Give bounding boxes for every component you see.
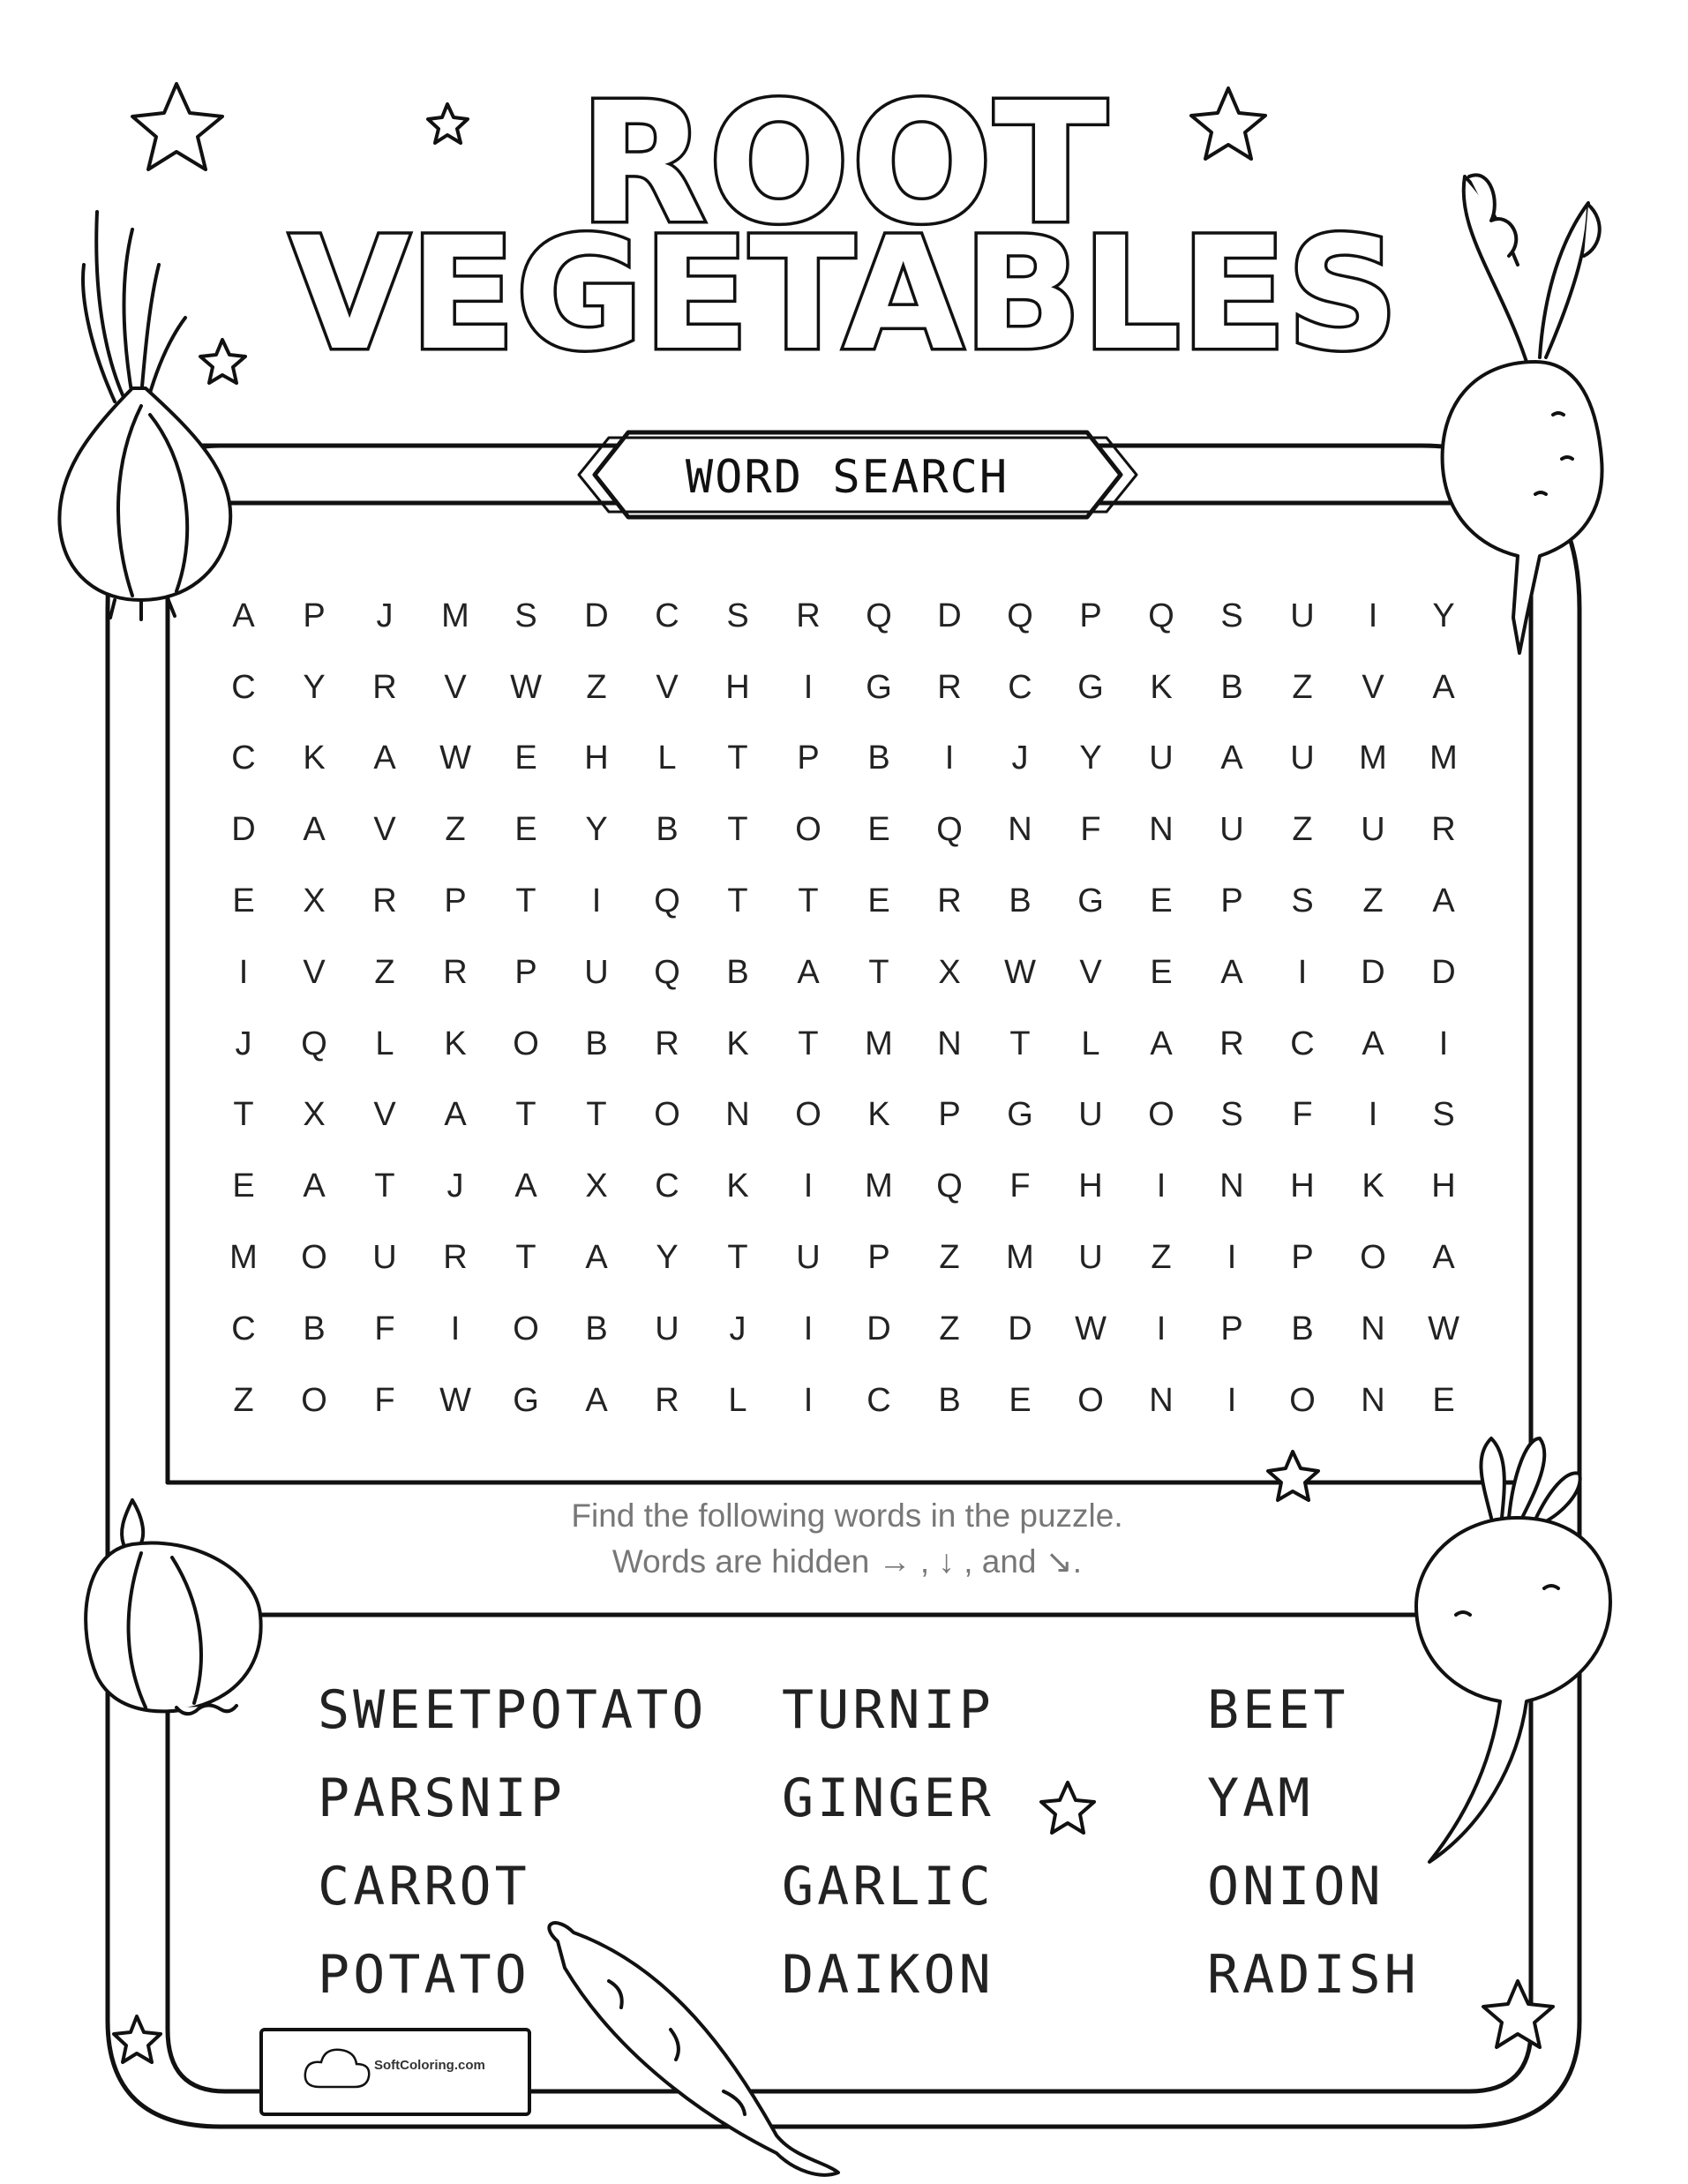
grid-letter: J xyxy=(446,1167,464,1205)
page-title-line-1: ROOT xyxy=(579,67,1109,260)
grid-letter: R xyxy=(443,953,468,991)
word-item: RADISH xyxy=(1207,1944,1420,2006)
grid-letter: A xyxy=(1362,1024,1384,1062)
grid-letter: B xyxy=(1220,668,1243,706)
grid-letter: M xyxy=(865,1024,893,1062)
grid-letter: T xyxy=(1009,1024,1031,1062)
grid-letter: W xyxy=(510,668,542,706)
grid-letter: H xyxy=(1431,1167,1456,1205)
grid-letter: C xyxy=(655,597,679,634)
grid-letter: W xyxy=(1428,1310,1459,1347)
grid-letter: U xyxy=(1290,597,1315,634)
grid-letter: O xyxy=(795,811,821,849)
word-item: GARLIC xyxy=(782,1856,994,1918)
grid-row xyxy=(208,937,1479,1009)
grid-letter: D xyxy=(867,1310,891,1347)
grid-row xyxy=(208,1009,1479,1080)
grid-letter: V xyxy=(444,668,467,706)
grid-letter: I xyxy=(944,739,955,777)
grid-letter: Y xyxy=(1432,597,1455,634)
grid-letter: M xyxy=(441,597,469,634)
grid-letter: Z xyxy=(1362,882,1384,920)
word-item: GINGER xyxy=(782,1767,994,1829)
grid-letter: C xyxy=(231,668,256,706)
grid-letter: P xyxy=(514,953,537,991)
grid-letter: D xyxy=(1008,1310,1032,1347)
grid-letter: P xyxy=(303,597,326,634)
grid-letter: V xyxy=(1079,953,1102,991)
grid-letter: G xyxy=(1077,668,1104,706)
grid-letter: G xyxy=(513,1381,539,1419)
garlic-icon xyxy=(86,1500,260,1714)
grid-letter: C xyxy=(231,739,256,777)
grid-letter: T xyxy=(727,1239,748,1277)
grid-letter: Q xyxy=(866,597,892,634)
grid-letter: R xyxy=(443,1239,468,1277)
grid-letter: M xyxy=(865,1167,893,1205)
grid-letter: H xyxy=(1078,1167,1103,1205)
grid-letter: O xyxy=(513,1310,539,1347)
grid-letter: O xyxy=(1289,1381,1316,1419)
grid-letter: C xyxy=(231,1310,256,1347)
grid-letter: B xyxy=(585,1024,608,1062)
grid-letter: B xyxy=(1009,882,1032,920)
grid-letter: U xyxy=(372,1239,397,1277)
grid-letter: I xyxy=(1156,1310,1167,1347)
grid-letter: T xyxy=(233,1096,254,1134)
grid-letter: Y xyxy=(656,1239,679,1277)
grid-letter: O xyxy=(301,1239,327,1277)
grid-letter: I xyxy=(591,882,602,920)
grid-row xyxy=(208,866,1479,937)
logo-text: SoftColoring.com xyxy=(374,2058,485,2073)
grid-letter: Y xyxy=(303,668,326,706)
softcoloring-logo xyxy=(261,2030,529,2114)
grid-letter: D xyxy=(231,811,256,849)
grid-letter: C xyxy=(1290,1024,1315,1062)
grid-letter: F xyxy=(1292,1096,1313,1134)
grid-letter: P xyxy=(797,739,820,777)
grid-letter: N xyxy=(1149,1381,1174,1419)
grid-row xyxy=(208,724,1479,795)
grid-letter: Z xyxy=(1292,668,1313,706)
grid-letter: K xyxy=(1362,1167,1384,1205)
grid-letter: O xyxy=(513,1024,539,1062)
grid-letter: A xyxy=(303,811,326,849)
grid-letter: B xyxy=(1291,1310,1314,1347)
grid-letter: H xyxy=(725,668,750,706)
grid-letter: R xyxy=(796,597,821,634)
grid-letter: S xyxy=(1220,597,1243,634)
grid-letter: A xyxy=(585,1381,608,1419)
grid-letter: R xyxy=(1219,1024,1244,1062)
grid-letter: I xyxy=(803,1310,814,1347)
grid-letter: A xyxy=(1432,882,1455,920)
grid-letter: I xyxy=(450,1310,461,1347)
grid-letter: J xyxy=(376,597,394,634)
grid-row xyxy=(208,581,1479,652)
grid-letter: R xyxy=(1431,811,1456,849)
grid-letter: A xyxy=(514,1167,537,1205)
grid-letter: U xyxy=(1149,739,1174,777)
grid-letter: Z xyxy=(1151,1239,1172,1277)
grid-letter: H xyxy=(1290,1167,1315,1205)
grid-letter: A xyxy=(373,739,396,777)
grid-letter: Z xyxy=(445,811,466,849)
grid-letter: A xyxy=(232,597,255,634)
grid-letter: J xyxy=(729,1310,746,1347)
letter-grid xyxy=(208,581,1479,1437)
grid-letter: N xyxy=(937,1024,962,1062)
grid-letter: Z xyxy=(374,953,395,991)
word-item: ONION xyxy=(1207,1856,1384,1918)
grid-letter: F xyxy=(1080,811,1101,849)
grid-letter: Q xyxy=(936,811,963,849)
word-item: POTATO xyxy=(318,1944,530,2006)
grid-letter: T xyxy=(515,1239,536,1277)
grid-letter: C xyxy=(867,1381,891,1419)
grid-letter: I xyxy=(1438,1024,1449,1062)
grid-letter: I xyxy=(1156,1167,1167,1205)
grid-letter: O xyxy=(654,1096,680,1134)
grid-letter: P xyxy=(1291,1239,1314,1277)
grid-letter: Y xyxy=(585,811,608,849)
grid-letter: A xyxy=(1220,953,1243,991)
grid-letter: P xyxy=(938,1096,961,1134)
grid-letter: T xyxy=(727,739,748,777)
grid-letter: O xyxy=(301,1381,327,1419)
grid-letter: A xyxy=(444,1096,467,1134)
grid-letter: Z xyxy=(586,668,607,706)
grid-letter: I xyxy=(803,1167,814,1205)
grid-letter: B xyxy=(656,811,679,849)
grid-letter: U xyxy=(655,1310,679,1347)
grid-letter: S xyxy=(1220,1096,1243,1134)
grid-letter: T xyxy=(515,1096,536,1134)
grid-letter: W xyxy=(439,739,471,777)
grid-letter: M xyxy=(1429,739,1458,777)
grid-letter: L xyxy=(1081,1024,1100,1062)
grid-letter: A xyxy=(797,953,820,991)
grid-letter: Z xyxy=(1292,811,1313,849)
grid-letter: Q xyxy=(1148,597,1174,634)
page-title-line-2: VEGETABLES xyxy=(289,204,1399,385)
grid-letter: O xyxy=(1360,1239,1386,1277)
grid-letter: D xyxy=(937,597,962,634)
instructions-line-1: Find the following words in the puzzle. xyxy=(571,1497,1123,1534)
grid-letter: Q xyxy=(654,882,680,920)
grid-letter: I xyxy=(1368,1096,1378,1134)
word-item: BEET xyxy=(1207,1679,1349,1741)
grid-row xyxy=(208,1294,1479,1365)
grid-letter: E xyxy=(232,882,255,920)
grid-letter: B xyxy=(867,739,890,777)
grid-letter: K xyxy=(726,1167,749,1205)
grid-letter: R xyxy=(372,882,397,920)
grid-letter: W xyxy=(1075,1310,1107,1347)
grid-row xyxy=(208,1151,1479,1222)
grid-letter: F xyxy=(1009,1167,1031,1205)
word-search-banner-label: WORD SEARCH xyxy=(685,451,1009,504)
grid-letter: E xyxy=(514,739,537,777)
grid-letter: Z xyxy=(939,1310,960,1347)
grid-letter: E xyxy=(1150,953,1173,991)
word-list-column-2 xyxy=(782,1666,994,2019)
grid-letter: N xyxy=(1361,1310,1385,1347)
grid-letter: N xyxy=(1361,1381,1385,1419)
grid-letter: D xyxy=(1361,953,1385,991)
grid-letter: A xyxy=(1220,739,1243,777)
grid-letter: G xyxy=(866,668,892,706)
grid-letter: L xyxy=(375,1024,394,1062)
grid-letter: F xyxy=(374,1310,395,1347)
grid-letter: P xyxy=(1220,882,1243,920)
grid-letter: A xyxy=(1432,1239,1455,1277)
grid-letter: Y xyxy=(1079,739,1102,777)
grid-letter: Q xyxy=(301,1024,327,1062)
word-item: YAM xyxy=(1207,1767,1314,1829)
grid-row xyxy=(208,1365,1479,1437)
grid-letter: S xyxy=(1432,1096,1455,1134)
word-item: DAIKON xyxy=(782,1944,994,2006)
grid-letter: E xyxy=(867,882,890,920)
grid-letter: T xyxy=(727,882,748,920)
grid-letter: R xyxy=(655,1024,679,1062)
grid-letter: E xyxy=(1009,1381,1032,1419)
grid-letter: N xyxy=(725,1096,750,1134)
grid-row xyxy=(208,652,1479,724)
word-item: TURNIP xyxy=(782,1679,994,1741)
grid-letter: Q xyxy=(1007,597,1033,634)
grid-letter: T xyxy=(798,882,819,920)
grid-letter: U xyxy=(1361,811,1385,849)
grid-letter: Z xyxy=(233,1381,254,1419)
grid-letter: I xyxy=(1297,953,1308,991)
grid-letter: R xyxy=(372,668,397,706)
grid-letter: Q xyxy=(654,953,680,991)
grid-letter: B xyxy=(938,1381,961,1419)
word-list-column-1 xyxy=(318,1666,707,2019)
grid-letter: V xyxy=(303,953,326,991)
grid-letter: U xyxy=(1219,811,1244,849)
grid-letter: W xyxy=(1004,953,1036,991)
star-icon xyxy=(114,2016,161,2062)
star-icon xyxy=(1041,1782,1094,1833)
word-item: SWEETPOTATO xyxy=(318,1679,708,1741)
instructions xyxy=(388,1493,1306,1585)
grid-letter: A xyxy=(1432,668,1455,706)
grid-letter: C xyxy=(1008,668,1032,706)
grid-letter: A xyxy=(303,1167,326,1205)
grid-letter: X xyxy=(303,1096,326,1134)
star-icon xyxy=(1483,1981,1553,2047)
grid-letter: L xyxy=(657,739,677,777)
grid-letter: O xyxy=(1077,1381,1104,1419)
instructions-line-2: Words are hidden → , ↓ , and ↘. xyxy=(611,1543,1083,1580)
grid-letter: P xyxy=(1079,597,1102,634)
grid-letter: H xyxy=(584,739,609,777)
grid-letter: I xyxy=(803,668,814,706)
grid-letter: N xyxy=(1008,811,1032,849)
grid-letter: W xyxy=(439,1381,471,1419)
grid-letter: V xyxy=(373,1096,396,1134)
grid-letter: N xyxy=(1149,811,1174,849)
grid-letter: T xyxy=(868,953,889,991)
grid-letter: G xyxy=(1007,1096,1033,1134)
grid-letter: U xyxy=(584,953,609,991)
grid-letter: M xyxy=(229,1239,258,1277)
grid-letter: I xyxy=(803,1381,814,1419)
grid-letter: U xyxy=(1290,739,1315,777)
word-item: PARSNIP xyxy=(318,1767,566,1829)
grid-letter: Q xyxy=(936,1167,963,1205)
grid-letter: K xyxy=(444,1024,467,1062)
grid-row xyxy=(208,1080,1479,1152)
grid-letter: G xyxy=(1077,882,1104,920)
grid-letter: D xyxy=(584,597,609,634)
grid-letter: A xyxy=(585,1239,608,1277)
grid-letter: E xyxy=(514,811,537,849)
grid-letter: M xyxy=(1359,739,1387,777)
grid-letter: X xyxy=(303,882,326,920)
grid-letter: K xyxy=(726,1024,749,1062)
grid-letter: A xyxy=(1150,1024,1173,1062)
grid-letter: X xyxy=(938,953,961,991)
grid-letter: S xyxy=(514,597,537,634)
grid-letter: C xyxy=(655,1167,679,1205)
grid-letter: P xyxy=(1220,1310,1243,1347)
grid-letter: V xyxy=(373,811,396,849)
grid-letter: D xyxy=(1431,953,1456,991)
grid-letter: M xyxy=(1006,1239,1034,1277)
grid-letter: O xyxy=(1148,1096,1174,1134)
grid-letter: N xyxy=(1219,1167,1244,1205)
grid-letter: I xyxy=(1368,597,1378,634)
grid-letter: F xyxy=(374,1381,395,1419)
grid-letter: J xyxy=(235,1024,252,1062)
grid-letter: K xyxy=(867,1096,890,1134)
grid-letter: T xyxy=(374,1167,395,1205)
grid-letter: L xyxy=(728,1381,747,1419)
grid-letter: V xyxy=(656,668,679,706)
grid-letter: K xyxy=(303,739,326,777)
grid-letter: P xyxy=(444,882,467,920)
grid-letter: E xyxy=(232,1167,255,1205)
word-item: CARROT xyxy=(318,1856,530,1918)
grid-letter: U xyxy=(796,1239,821,1277)
grid-letter: E xyxy=(1432,1381,1455,1419)
grid-row xyxy=(208,794,1479,866)
grid-row xyxy=(208,1222,1479,1294)
grid-letter: X xyxy=(585,1167,608,1205)
word-list-column-3 xyxy=(1207,1666,1420,2019)
grid-letter: B xyxy=(726,953,749,991)
grid-letter: U xyxy=(1078,1239,1103,1277)
grid-letter: T xyxy=(798,1024,819,1062)
grid-letter: P xyxy=(867,1239,890,1277)
grid-letter: I xyxy=(1227,1381,1237,1419)
grid-letter: O xyxy=(795,1096,821,1134)
grid-letter: Z xyxy=(939,1239,960,1277)
grid-letter: S xyxy=(1291,882,1314,920)
grid-letter: S xyxy=(726,597,749,634)
grid-letter: U xyxy=(1078,1096,1103,1134)
grid-letter: T xyxy=(727,811,748,849)
grid-letter: R xyxy=(937,668,962,706)
grid-letter: E xyxy=(867,811,890,849)
grid-letter: I xyxy=(238,953,249,991)
grid-letter: B xyxy=(585,1310,608,1347)
grid-letter: T xyxy=(586,1096,607,1134)
grid-letter: R xyxy=(655,1381,679,1419)
grid-letter: J xyxy=(1011,739,1029,777)
grid-letter: B xyxy=(303,1310,326,1347)
grid-letter: T xyxy=(515,882,536,920)
grid-letter: K xyxy=(1150,668,1173,706)
grid-letter: E xyxy=(1150,882,1173,920)
grid-letter: V xyxy=(1362,668,1384,706)
grid-letter: R xyxy=(937,882,962,920)
grid-letter: I xyxy=(1227,1239,1237,1277)
